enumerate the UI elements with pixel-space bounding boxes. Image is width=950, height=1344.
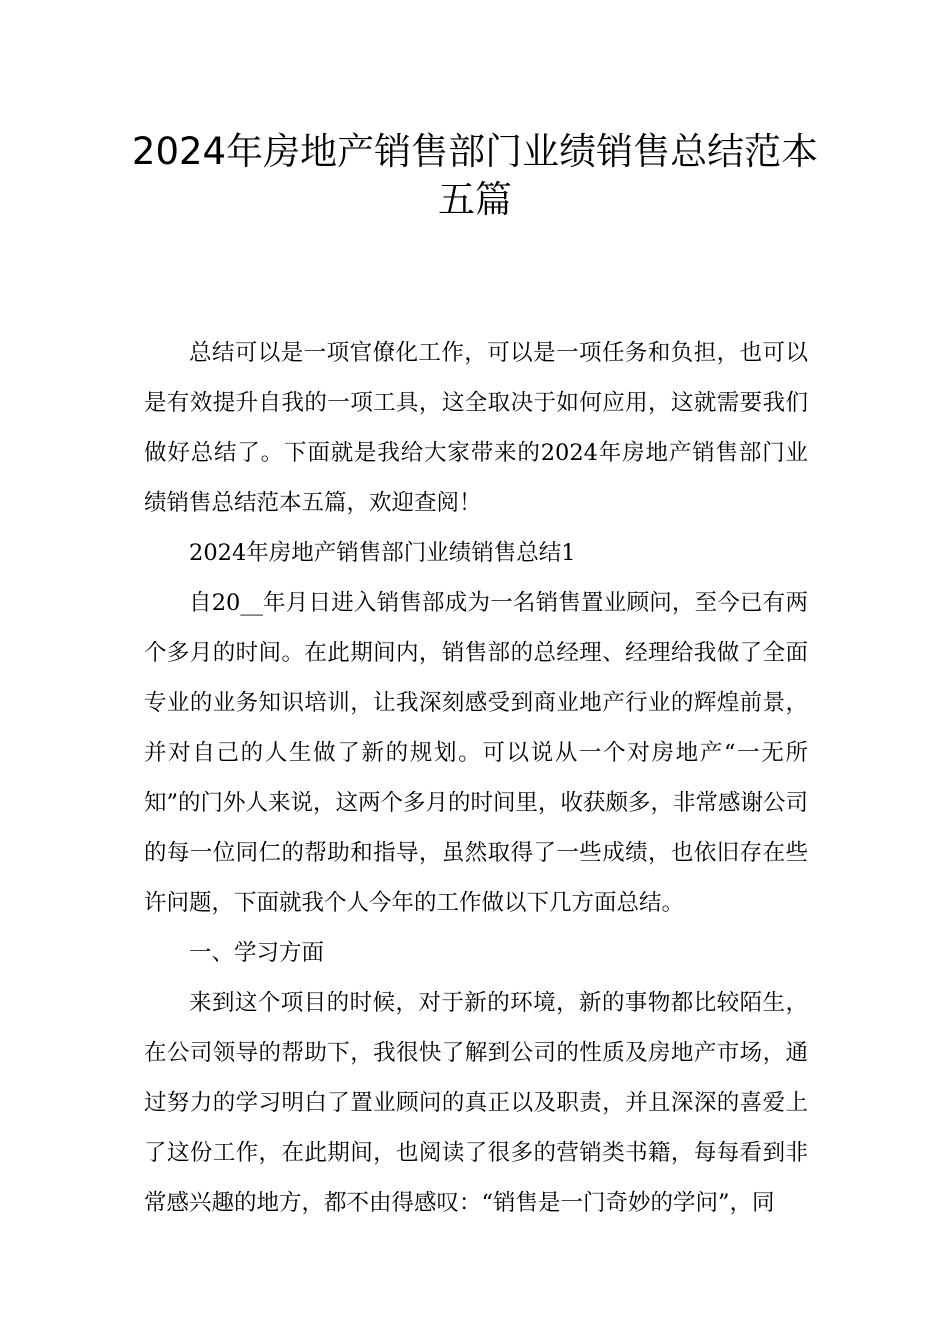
document-title: 2024年房地产销售部门业绩销售总结范本五篇 [131, 130, 819, 221]
subsection-heading: 一、学习方面 [189, 940, 325, 966]
intro-paragraph: 总结可以是一项官僚化工作，可以是一项任务和负担，也可以是有效提升自我的一项工具，这全取决于如何应用，这就需要我们做好总结了。下面就是我给大家带来的2024年房地产销售部门业绩销售总结范本五篇，欢迎查阅！ [144, 340, 808, 516]
section-heading: 2024年房地产销售部门业绩销售总结1 [189, 540, 576, 566]
body-paragraph: 来到这个项目的时候，对于新的环境，新的事物都比较陌生，在公司领导的帮助下，我很快了解到公司的性质及房地产市场，通过努力的学习明白了置业顾问的真正以及职责，并且深深的喜爱上了这份工作，在此期间，也阅读了很多的营销类书籍，每每看到非常感兴趣的地方，都不由得感叹：“销售是一门奇妙的学问”，同 [144, 990, 808, 1216]
body-paragraph: 自20__年月日进入销售部成为一名销售置业顾问，至今已有两个多月的时间。在此期间内，销售部的总经理、经理给我做了全面专业的业务知识培训，让我深刻感受到商业地产行业的辉煌前景，并对自己的人生做了新的规划。可以说从一个对房地产“一无所知”的门外人来说，这两个多月的时间里，收获颇多，非常感谢公司的每一位同仁的帮助和指导，虽然取得了一些成绩，也依旧存在些许问题，下面就我个人今年的工作做以下几方面总结。 [144, 590, 809, 916]
document-body [144, 328, 808, 1228]
